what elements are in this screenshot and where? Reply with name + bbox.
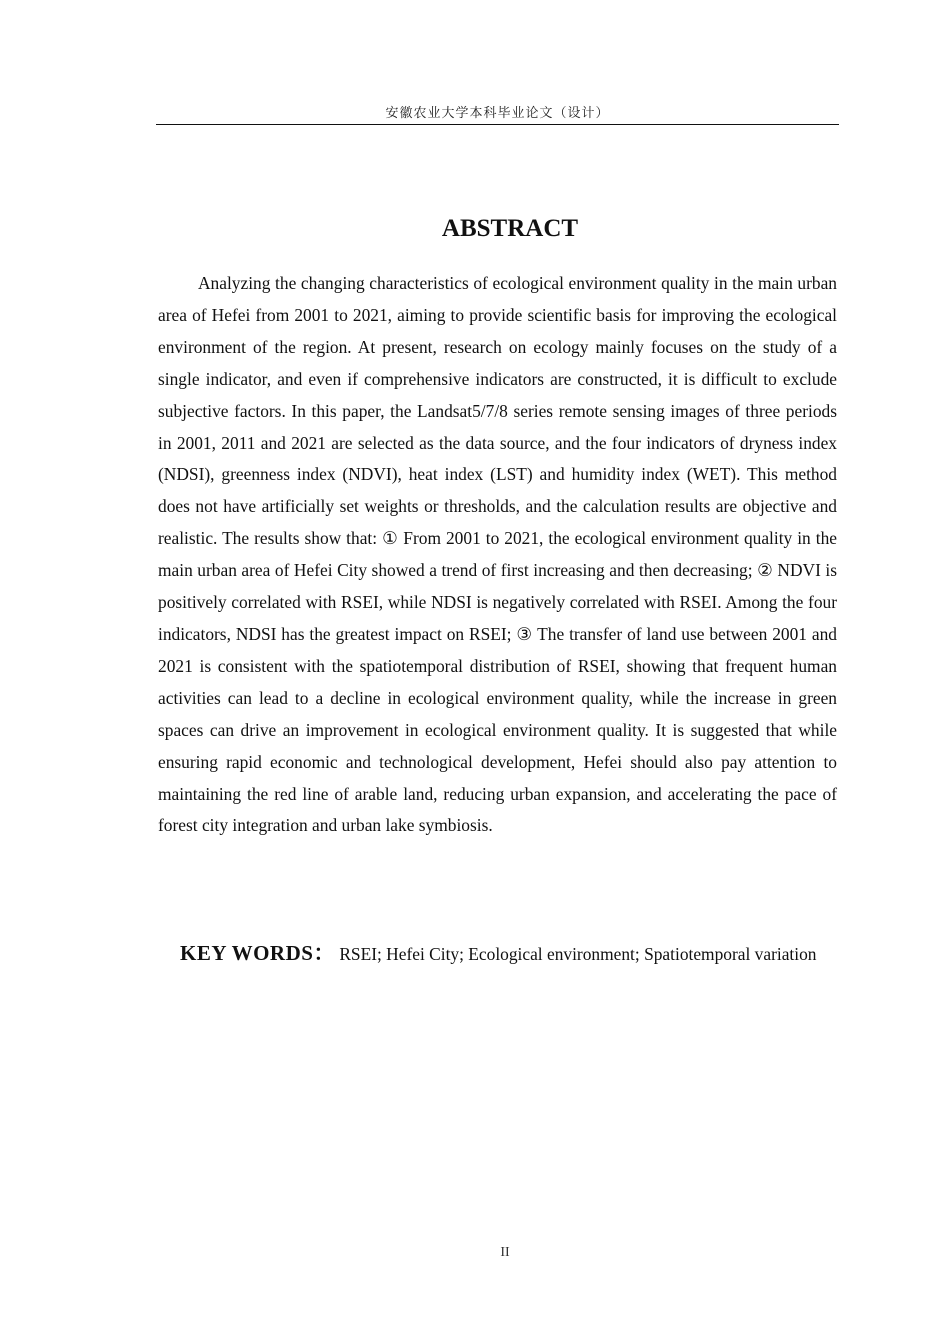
page-number: II: [500, 1245, 510, 1260]
keywords-label: KEY WORDS：: [180, 941, 335, 965]
running-header: 安徽农业大学本科毕业论文（设计）: [385, 105, 610, 120]
header-divider: [156, 124, 839, 125]
keywords-text: RSEI; Hefei City; Ecological environment; Spatiotemporal variation: [339, 944, 817, 964]
keywords-line: [158, 938, 837, 971]
abstract-title: ABSTRACT: [441, 214, 579, 242]
abstract-paragraph: Analyzing the changing characteristics of ecological environment quality in the main urban area of Hefei from 2001 to 2021, aiming to provide scientific basis for improving the ecological environment of the region. At present, research on ecology mainly focuses on the study of a single indicator, and even if comprehensive indicators are constructed, it is difficult to exclude subjective factors. In this paper, the Landsat5/7/8 series remote sensing images of three periods in 2001, 2011 and 2021 are selected as the data source, and the four indicators of dryness index (NDSI), greenness index (NDVI), heat index (LST) and humidity index (WET). This method does not have artificially set weights or thresholds, and the calculation results are objective and realistic. The results show that: ① From 2001 to 2021, the ecological environment quality in the main urban area of Hefei City showed a trend of first increasing and then decreasing; ② NDVI is positively correlated with RSEI, while NDSI is negatively correlated with RSEI. Among the four indicators, NDSI has the greatest impact on RSEI; ③ The transfer of land use between 2001 and 2021 is consistent with the spatiotemporal distribution of RSEI, showing that frequent human activities can lead to a decline in ecological environment quality, while the increase in green spaces can drive an improvement in ecological environment quality. It is suggested that while ensuring rapid economic and technological development, Hefei should also pay attention to maintaining the red line of arable land, reducing urban expansion, and accelerating the pace of forest city integration and urban lake symbiosis.: [158, 273, 837, 836]
